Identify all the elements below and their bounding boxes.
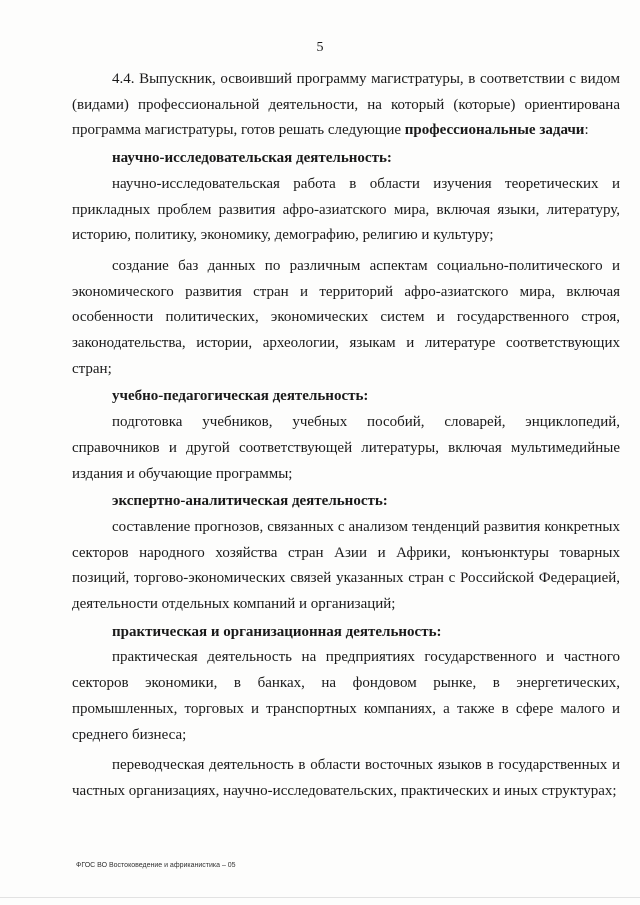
- document-body: [72, 67, 620, 805]
- section-teaching-paragraph-1: подготовка учебников, учебных пособий, словарей, энциклопедий, справочников и другой соответствующей литературы, включая мультимедийные издания и обучающие программы;: [72, 414, 620, 482]
- intro-end: :: [584, 122, 589, 139]
- section-heading-practical: практическая и организационная деятельность:: [112, 623, 442, 640]
- section-research-paragraph-1: научно-исследовательская работа в области изучения теоретических и прикладных проблем развития афро-азиатского мира, включая языки, литературу, историю, политику, экономику, демографию, религию и культуру;: [72, 175, 620, 244]
- section-heading-expert: экспертно-аналитическая деятельность:: [112, 493, 388, 510]
- scan-edge-line: [0, 897, 640, 898]
- page-footer: ФГОС ВО Востоковедение и африканистика – 05: [76, 862, 236, 869]
- section-practical-paragraph-2: переводческая деятельность в области восточных языков в государственных и частных организациях, научно-исследовательских, практических и иных структурах;: [72, 757, 620, 799]
- section-expert-paragraph-1: составление прогнозов, связанных с анализом тенденций развития конкретных секторов народного хозяйства стран Азии и Африки, конъюнктуры товарных позиций, торгово-экономических связей указанных стран с Российской Федерацией, деятельности отдельных компаний и организаций;: [72, 518, 620, 613]
- section-heading-research: научно-исследовательская деятельность:: [112, 150, 392, 167]
- intro-text: 4.4. Выпускник, освоивший программу магистратуры, в соответствии с видом (видами) профессиональной деятельности, на который (которые) ориентирована программа магистратуры, готов решать следующие: [72, 71, 620, 139]
- section-practical-paragraph-1: практическая деятельность на предприятиях государственного и частного секторов экономики, в банках, на фондовом рынке, в энергетических, промышленных, торговых и транспортных компаниях, а также в сфере малого и среднего бизнеса;: [72, 649, 620, 743]
- page-number: 5: [316, 40, 324, 55]
- section-research-paragraph-2: создание баз данных по различным аспектам социально-политического и экономического развития стран и территорий афро-азиатского мира, включая особенности политических, экономических систем и государственного строя, законодательства, истории, археологии, языкам и литературе соответствующих стран;: [72, 257, 620, 377]
- intro-paragraph: [72, 67, 620, 144]
- section-heading-teaching: учебно-педагогическая деятельность:: [112, 388, 369, 405]
- intro-bold-text: профессиональные задачи: [404, 122, 585, 139]
